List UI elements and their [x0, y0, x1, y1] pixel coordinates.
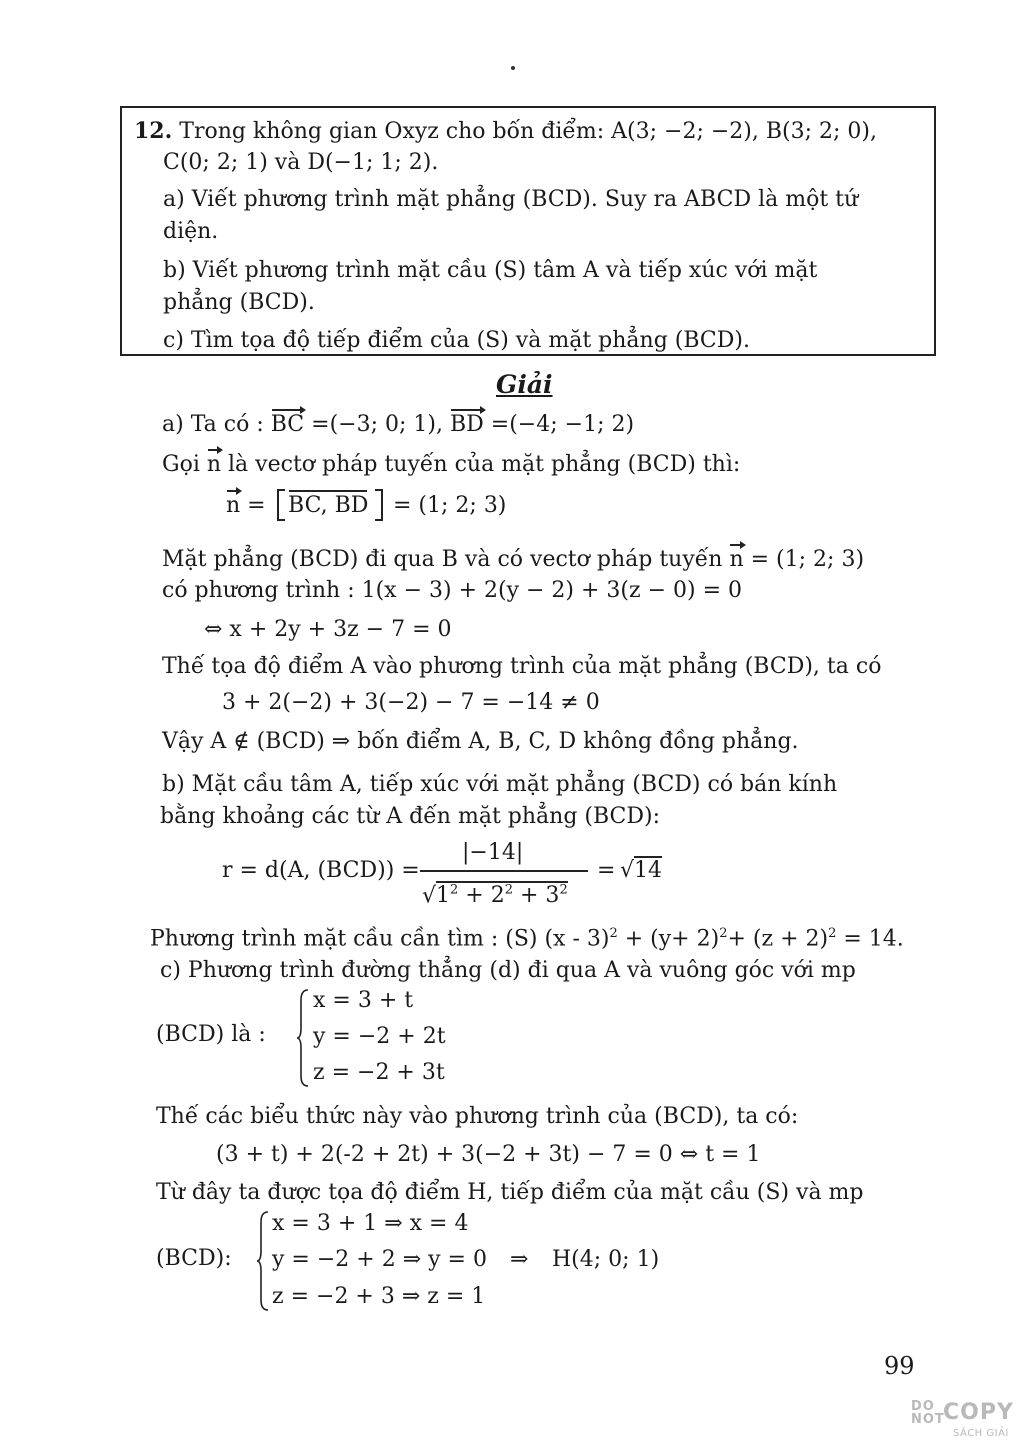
radius-numerator: |−14|: [462, 840, 524, 865]
param-z: z = −2 + 3t: [313, 1060, 445, 1085]
solution-c-line-2: Thế các biểu thức này vào phương trình của (BCD), ta có:: [156, 1104, 799, 1129]
radius-denominator: $√1^2 + 2^2 + 3^2$: [422, 883, 568, 909]
system-brace-1: [296, 988, 310, 1088]
param-y: y = −2 + 2t: [313, 1024, 446, 1049]
solution-a-line-7: Thế tọa độ điểm A vào phương trình của mặt phẳng (BCD), ta có: [162, 654, 882, 679]
problem-part-a-line-2: diện.: [163, 219, 219, 244]
point-h-result: H(4; 0; 1): [552, 1247, 660, 1272]
solution-a-plane-equation: ⇔ x + 2y + 3z − 7 = 0: [204, 617, 452, 642]
problem-line-2: C(0; 2; 1) và D(−1; 1; 2).: [163, 150, 439, 175]
point-h-x: x = 3 + 1 ⇒ x = 4: [272, 1211, 469, 1236]
vector-bc: BC: [270, 412, 305, 437]
point-h-label: (BCD):: [156, 1246, 232, 1271]
problem-part-b-line-2: phẳng (BCD).: [163, 290, 315, 315]
problem-part-c-line: c) Tìm tọa độ tiếp điểm của (S) và mặt phẳng (BCD).: [163, 328, 750, 353]
radius-result: √14: [620, 858, 663, 883]
param-x: x = 3 + t: [313, 988, 414, 1013]
radius-lhs: r = d(A, (BCD)) =: [222, 858, 420, 883]
cross-product-bracket-left: [277, 489, 285, 521]
solution-a-conclusion: Vậy A ∉ (BCD) ⇒ bốn điểm A, B, C, D không đồng phẳng.: [162, 729, 799, 754]
solution-title: Giải: [496, 370, 553, 399]
page-number: 99: [884, 1352, 915, 1380]
solution-c-substitution: (3 + t) + 2(-2 + 2t) + 3(−2 + 3t) − 7 = 0 ⇔ t = 1: [216, 1142, 761, 1167]
point-h-z: z = −2 + 3 ⇒ z = 1: [272, 1284, 486, 1309]
vector-n: n: [206, 452, 222, 477]
radius-equals: =: [597, 858, 616, 883]
cross-product-bracket-right: [375, 489, 383, 521]
line-d-label: (BCD) là :: [156, 1022, 266, 1047]
problem-part-b-line-1: b) Viết phương trình mặt cầu (S) tâm A và tiếp xúc với mặt: [163, 258, 818, 283]
solution-a-line-5: có phương trình : 1(x − 3) + 2(y − 2) + 3(z − 0) = 0: [162, 578, 743, 603]
solution-c-line-4: Từ đây ta được tọa độ điểm H, tiếp điểm của mặt cầu (S) và mp: [156, 1180, 864, 1205]
point-h-y: y = −2 + 2 ⇒ y = 0: [272, 1247, 487, 1272]
solution-a-line-4: Mặt phẳng (BCD) đi qua B và có vectơ pháp tuyến n = (1; 2; 3): [162, 547, 865, 572]
solution-b-line-1: b) Mặt cầu tâm A, tiếp xúc với mặt phẳng (BCD) có bán kính: [162, 772, 838, 797]
solution-a-substitution: 3 + 2(−2) + 3(−2) − 7 = −14 ≠ 0: [222, 690, 600, 715]
cross-product-inner: BC, BD: [288, 493, 369, 518]
solution-a-line-2: Gọi n là vectơ pháp tuyến của mặt phẳng (BCD) thì:: [162, 452, 741, 477]
fraction-bar: [420, 870, 588, 872]
system-brace-2: [256, 1210, 270, 1312]
radius-fraction: [420, 836, 588, 910]
watermark-logo: DO NOT COPY SÁCH GIẢI: [911, 1399, 1014, 1439]
solution-a-normal-vector: n =: [226, 493, 266, 518]
point-h-arrow: ⇒: [510, 1247, 529, 1272]
page-dot-mark: [511, 66, 515, 70]
problem-line-1: 12. Trong không gian Oxyz cho bốn điểm: A(3; −2; −2), B(3; 2; 0),: [134, 118, 877, 144]
problem-part-a-line-1: a) Viết phương trình mặt phẳng (BCD). Suy ra ABCD là một tứ: [163, 187, 859, 212]
cross-product-result: = (1; 2; 3): [393, 493, 507, 518]
solution-b-line-2: bằng khoảng các từ A đến mặt phẳng (BCD):: [160, 804, 661, 829]
problem-number: 12.: [134, 118, 173, 144]
solution-c-line-1: c) Phương trình đường thẳng (d) đi qua A và vuông góc với mp: [160, 958, 856, 983]
vector-bd: BD: [449, 412, 484, 437]
sphere-equation: Phương trình mặt cầu cần tìm : (S) $(x - 3)^2 + (y+ 2)^2+ (z + 2)^2 = 14$.: [150, 926, 904, 952]
solution-a-line-1: a) Ta có : BC =(−3; 0; 1), BD =(−4; −1; 2): [162, 412, 635, 437]
